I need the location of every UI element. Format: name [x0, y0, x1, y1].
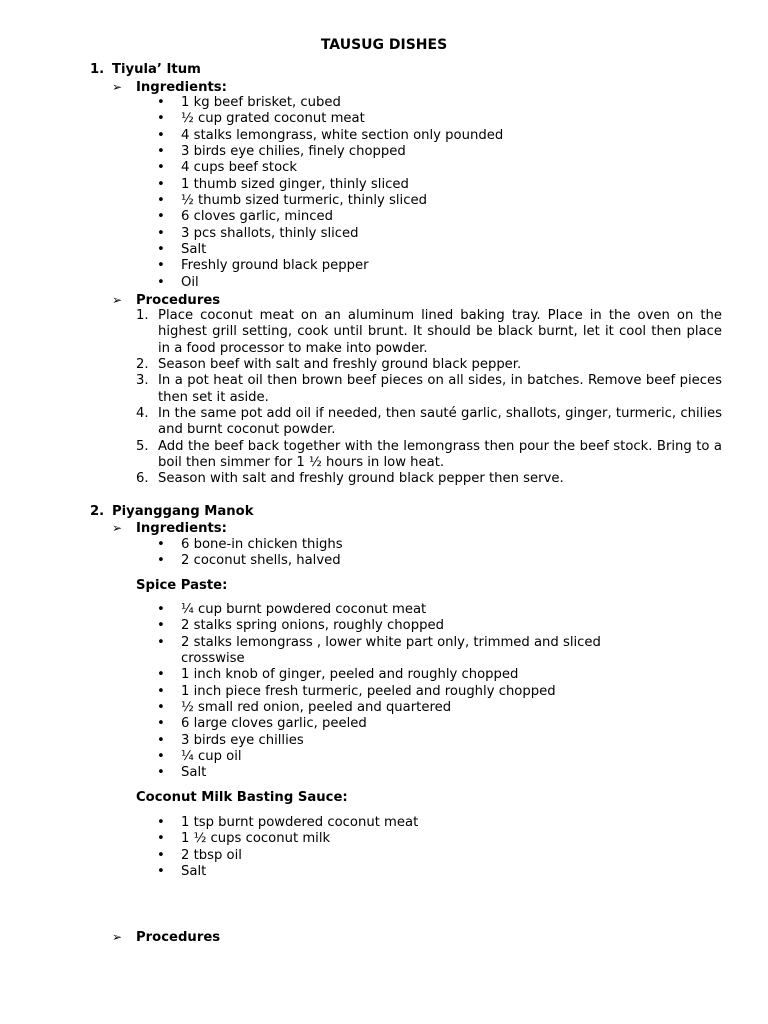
list-item	[0, 602, 661, 618]
list-item-text: ½ small red onion, peeled and quartered	[181, 700, 452, 716]
arrow-bullet-icon: ➢	[112, 930, 123, 944]
list-item-text: 1 ½ cups coconut milk	[181, 831, 331, 847]
list-item	[0, 111, 503, 127]
bullet-icon: •	[157, 160, 165, 176]
list-item-text: 4 stalks lemongrass, white section only pounded	[181, 127, 504, 143]
step-number: 1.	[136, 308, 149, 323]
list-item-text: ¼ cup burnt powdered coconut meat	[181, 602, 427, 617]
list-item	[0, 684, 661, 700]
bullet-icon: •	[157, 765, 165, 781]
list-item	[0, 258, 503, 274]
list-item	[0, 635, 661, 668]
list-item	[0, 749, 661, 765]
step-text: In the same pot add oil if needed, then sauté garlic, shallots, ginger, turmeric, chilies and burnt coconut powder.	[158, 406, 722, 438]
page-title: TAUSUG DISHES	[320, 37, 448, 53]
bullet-icon: •	[157, 864, 165, 880]
spice-paste-heading: Spice Paste:	[136, 578, 228, 593]
step-number: 6.	[136, 471, 149, 487]
step-text: Season with salt and freshly ground black pepper then serve.	[158, 471, 564, 487]
list-item	[0, 275, 503, 291]
bullet-icon: •	[157, 111, 165, 127]
bullet-icon: •	[157, 716, 165, 732]
bullet-icon: •	[157, 176, 165, 192]
basting-sauce-heading: Coconut Milk Basting Sauce:	[136, 790, 348, 805]
bullet-icon: •	[157, 553, 165, 569]
step-text: In a pot heat oil then brown beef pieces on all sides, in batches. Remove beef pieces then set it aside.	[158, 373, 722, 405]
list-item	[0, 667, 661, 683]
bullet-icon: •	[157, 732, 165, 748]
procedures-heading	[112, 929, 220, 946]
list-item-text: Salt	[181, 242, 207, 258]
list-item	[0, 700, 661, 716]
list-item-text: 3 birds eye chilies, finely chopped	[181, 144, 406, 160]
dish-number: 2.	[90, 504, 105, 519]
bullet-icon: •	[157, 258, 165, 274]
ingredients-list	[0, 537, 343, 570]
step-number: 2.	[136, 357, 149, 373]
procedure-step	[0, 471, 722, 487]
bullet-icon: •	[157, 683, 165, 699]
arrow-bullet-icon: ➢	[112, 80, 123, 94]
list-item	[0, 242, 503, 258]
list-item-text: 6 cloves garlic, minced	[181, 209, 333, 225]
procedure-step	[0, 439, 722, 472]
list-item-text: 1 kg beef brisket, cubed	[181, 95, 341, 110]
dish-number: 1.	[90, 62, 105, 77]
dish-name: Tiyula’ Itum	[112, 62, 201, 77]
bullet-icon: •	[157, 225, 165, 241]
step-number: 5.	[136, 438, 149, 454]
list-item-text: 3 birds eye chillies	[181, 732, 304, 748]
arrow-bullet-icon: ➢	[112, 521, 123, 535]
bullet-icon: •	[157, 193, 165, 209]
list-item-text: 1 tsp burnt powdered coconut meat	[181, 815, 419, 830]
list-item-text: ½ cup grated coconut meat	[181, 111, 365, 127]
list-item	[0, 160, 503, 176]
ingredients-heading	[112, 520, 227, 537]
step-text: Place coconut meat on an aluminum lined baking tray. Place in the oven on the highest grill setting, cook until brunt. It should be black burnt, let it cool then place in a food processor to make into powder.	[158, 308, 722, 356]
bullet-icon: •	[157, 95, 165, 110]
list-item-text: 4 cups beef stock	[181, 160, 298, 176]
bullet-icon: •	[157, 749, 165, 765]
bullet-icon: •	[157, 667, 165, 683]
procedures-list	[0, 308, 722, 488]
list-item	[0, 733, 661, 749]
step-text: Add the beef back together with the lemongrass then pour the beef stock. Bring to a boil then simmer for 1 ½ hours in low heat.	[158, 438, 722, 471]
basting-sauce-list	[0, 815, 418, 880]
ingredients-label: Ingredients:	[136, 80, 227, 95]
list-item	[0, 848, 418, 864]
list-item	[0, 95, 503, 111]
list-item-text: Freshly ground black pepper	[181, 258, 369, 274]
procedure-step	[0, 357, 722, 373]
list-item-text: 3 pcs shallots, thinly sliced	[181, 225, 359, 241]
bullet-icon: •	[157, 144, 165, 160]
ingredients-label: Ingredients:	[136, 521, 227, 536]
procedure-step	[0, 373, 722, 406]
procedures-label: Procedures	[136, 293, 221, 308]
list-item-text: 2 stalks lemongrass , lower white part only, trimmed and sliced crosswise	[181, 634, 601, 667]
list-item	[0, 765, 661, 781]
bullet-icon: •	[157, 700, 165, 716]
list-item-text: Salt	[181, 864, 207, 880]
list-item-text: 2 tbsp oil	[181, 847, 242, 863]
step-number: 3.	[136, 373, 149, 389]
list-item	[0, 144, 503, 160]
ingredients-heading	[112, 79, 227, 96]
list-item	[0, 716, 661, 732]
bullet-icon: •	[157, 815, 165, 830]
list-item	[0, 553, 343, 569]
dish-name: Piyanggang Manok	[112, 504, 254, 519]
procedures-label: Procedures	[136, 930, 221, 945]
bullet-icon: •	[157, 242, 165, 258]
procedure-step	[0, 308, 722, 357]
list-item-text: ¼ cup oil	[181, 749, 242, 765]
bullet-icon: •	[157, 274, 165, 290]
bullet-icon: •	[157, 127, 165, 143]
list-item-text: 1 inch piece fresh turmeric, peeled and roughly chopped	[181, 683, 556, 699]
bullet-icon: •	[157, 847, 165, 863]
bullet-icon: •	[157, 537, 165, 552]
procedure-step	[0, 406, 722, 439]
list-item	[0, 815, 418, 831]
step-number: 4.	[136, 406, 149, 422]
list-item-text: 6 large cloves garlic, peeled	[181, 716, 367, 732]
bullet-icon: •	[157, 618, 165, 634]
spice-paste-list	[0, 602, 661, 782]
list-item-text: 6 bone-in chicken thighs	[181, 537, 343, 552]
bullet-icon: •	[157, 634, 165, 650]
list-item-text: Salt	[181, 765, 207, 781]
list-item-text: 1 thumb sized ginger, thinly sliced	[181, 176, 409, 192]
procedures-heading	[112, 292, 220, 309]
list-item-text: 1 inch knob of ginger, peeled and roughly chopped	[181, 667, 519, 683]
list-item-text: 2 stalks spring onions, roughly chopped	[181, 618, 444, 634]
list-item	[0, 193, 503, 209]
list-item	[0, 177, 503, 193]
list-item	[0, 128, 503, 144]
list-item	[0, 537, 343, 553]
list-item-text: ½ thumb sized turmeric, thinly sliced	[181, 193, 427, 209]
list-item-text: Oil	[181, 274, 199, 290]
list-item	[0, 209, 503, 225]
bullet-icon: •	[157, 602, 165, 617]
ingredients-list	[0, 95, 503, 291]
list-item	[0, 864, 418, 880]
bullet-icon: •	[157, 831, 165, 847]
step-text: Season beef with salt and freshly ground black pepper.	[158, 357, 522, 373]
bullet-icon: •	[157, 209, 165, 225]
list-item	[0, 618, 661, 634]
list-item	[0, 831, 418, 847]
list-item-text: 2 coconut shells, halved	[181, 553, 341, 569]
list-item	[0, 226, 503, 242]
arrow-bullet-icon: ➢	[112, 293, 123, 307]
